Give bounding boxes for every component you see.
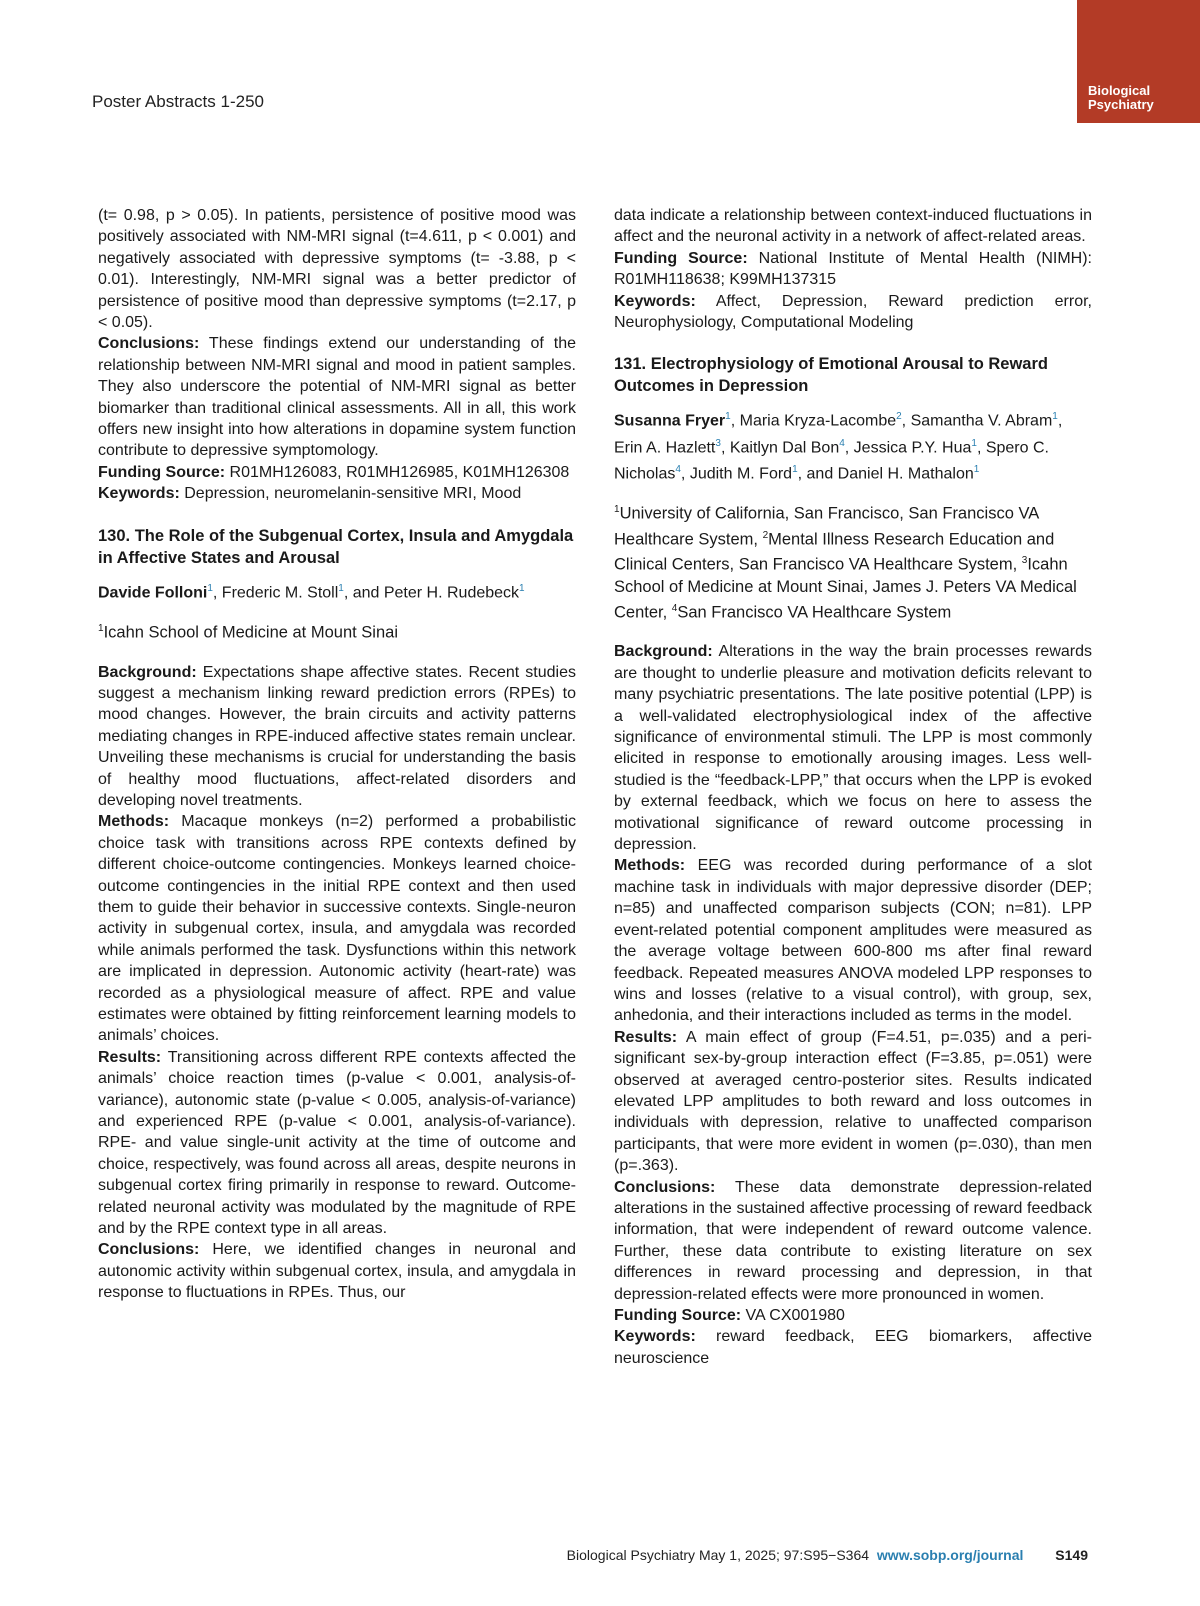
left-column [98,205,576,1304]
abstract-130-authors: Davide Folloni$^1$, Frederic M. Stoll$^1$, and Peter H. Rudebeck$^1$ [98,582,525,602]
keywords-paragraph: Keywords: reward feedback, EEG biomarkers, affective neuroscience [614,1328,1092,1367]
conclusions-label: Conclusions: [98,335,200,353]
journal-tab [1077,0,1200,123]
page-number: S149 [1055,1547,1088,1563]
conclusions-paragraph: Conclusions: These findings extend our understanding of the relationship between NM-MRI signal and mood in patient samples. They also underscore the potential of NM-MRI signal as better biomarker than traditional clinical assessments. All in all, this work offers new insight into how alterations in dopamine system function contribute to depressive symptomology. [98,335,576,460]
funding-paragraph: Funding Source: R01MH126083, R01MH126985, K01MH126308 [98,463,570,481]
journal-name: Biological Psychiatry [1088,83,1154,112]
abstract-131-title: 131. Electrophysiology of Emotional Arousal to Reward Outcomes in Depression [614,355,1048,396]
funding-paragraph: Funding Source: National Institute of Mental Health (NIMH): R01MH118638; K99MH137315 [614,249,1092,289]
funding-label: Funding Source: [98,463,226,481]
page-footer [567,1547,1088,1563]
keywords-paragraph: Keywords: Affect, Depression, Reward prediction error, Neurophysiology, Computational Modeling [614,292,1092,332]
journal-link[interactable]: www.sobp.org/journal [876,1547,1024,1563]
background-paragraph: Background: Alterations in the way the brain processes rewards are thought to underlie pleasure and motivation deficits relevant to many psychiatric presentations. The late positive potential (LPP) is a well-validated electrophysiological index of the affective significance of environmental stimuli. The LPP is most commonly elicited in response to emotionally arousing images. Less well-studied is the “feedback-LPP,” that occurs when the LPP is evoked by external feedback, which we focus on here to assess the motivational significance of reward outcome processing in depression. [614,643,1092,854]
funding-paragraph: Funding Source: VA CX001980 [614,1307,845,1325]
methods-paragraph: Methods: Macaque monkeys (n=2) performed a probabilistic choice task with transitions across RPE contexts defined by different choice-outcome contingencies. Monkeys learned choice-outcome contingencies in the initial RPE context and then used them to guide their behavior in successive contexts. Single-neuron activity in subgenual cortex, insula, and amygdala was recorded while animals performed the task. Dysfunctions within this network are implicated in depression. Autonomic activity (heart-rate) was recorded as a physiological measure of affect. RPE and value estimates were obtained by fitting reinforcement learning models to animals’ choices. [98,813,576,1045]
continued-text: (t= 0.98, p > 0.05). In patients, persistence of positive mood was positively associated with NM-MRI signal (t=4.611, p < 0.001) and negatively associated with depressive symptoms (t= -3.88, p < 0.01). Interestingly, NM-MRI signal was a better predictor of persistence of positive mood than depressive symptoms (t=2.17, p < 0.05). [98,207,576,332]
results-paragraph: Results: A main effect of group (F=4.51, p=.035) and a peri-significant sex-by-group interaction effect (F=3.85, p=.051) were observed at averaged centro-posterior sites. Results indicated elevated LPP amplitudes to both reward and loss outcomes in individuals with depression, relative to unaffected comparison participants, that were more evident in women (p=.030), than men (p=.363). [614,1028,1092,1175]
background-paragraph: Background: Expectations shape affective states. Recent studies suggest a mechanism linking reward prediction errors (RPEs) to mood changes. However, the brain circuits and activity patterns mediating changes in RPE-induced affective states remain unclear. Unveiling these mechanisms is crucial for understanding the basis of healthy mood fluctuations, affect-related disorders and developing novel treatments. [98,663,576,809]
abstract-130-affiliation: $^1$Icahn School of Medicine at Mount Sinai [98,623,398,642]
abstract-130-title: 130. The Role of the Subgenual Cortex, Insula and Amygdala in Affective States and Arousal [98,526,574,567]
results-paragraph: Results: Transitioning across different RPE contexts affected the animals’ choice reaction times (p-value < 0.001, analysis-of-variance), autonomic state (p-value < 0.005, analysis-of-variance) and experienced RPE (p-value < 0.001, analysis-of-variance). RPE- and value single-unit activity at the time of outcome and choice, respectively, was found across all areas, despite neurons in subgenual cortex firing primarily in response to reward. Outcome-related neuronal activity was modulated by the magnitude of RPE and by the RPE context type in all areas. [98,1048,576,1238]
abstract-131-affiliations: $^1$University of California, San Francisco, San Francisco VA Healthcare System, $^2$Mental Illness Research Education and Clinical Centers, San Francisco VA Healthcare System, $^3$Icahn School of Medicine at Mount Sinai, James J. Peters VA Medical Center, $^4$San Francisco VA Healthcare System [614,504,1077,622]
conclusions-paragraph: Conclusions: These data demonstrate depression-related alterations in the sustained affective processing of reward feedback information, that were independent of reward outcome valence. Further, these data contribute to existing literature on sex differences in reward processing and depression, in that depression-related effects were more pronounced in women. [614,1178,1092,1303]
citation: Biological Psychiatry May 1, 2025; 97:S95−S364 [566,1547,870,1563]
keywords-label: Keywords: [98,485,180,503]
methods-paragraph: Methods: EEG was recorded during performance of a slot machine task in individuals with major depressive disorder (DEP; n=85) and unaffected comparison subjects (CON; n=81). LPP event-related potential component amplitudes were measured as the average voltage between 600-800 ms after final reward feedback. Repeated measures ANOVA modeled LPP responses to wins and losses (relative to a visual control), with group, sex, anhedonia, and their interactions included as terms in the model. [614,857,1092,1025]
right-column [614,205,1092,1369]
conclusions-paragraph: Conclusions: Here, we identified changes in neuronal and autonomic activity within subgenual cortex, insula, and amygdala in response to fluctuations in RPEs. Thus, our [98,1241,576,1302]
running-header: Poster Abstracts 1-250 [92,92,264,111]
continued-text: data indicate a relationship between context-induced fluctuations in affect and the neuronal activity in a network of affect-related areas. [614,207,1092,246]
abstract-131-authors: Susanna Fryer$^1$, Maria Kryza-Lacombe$^2$, Samantha V. Abram$^1$, Erin A. Hazlett$^3$, Kaitlyn Dal Bon$^4$, Jessica P.Y. Hua$^1$, Spero C. Nicholas$^4$, Judith M. Ford$^1$, and Daniel H. Mathalon$^1$ [614,411,1063,483]
keywords-paragraph: Keywords: Depression, neuromelanin-sensitive MRI, Mood [98,485,522,503]
